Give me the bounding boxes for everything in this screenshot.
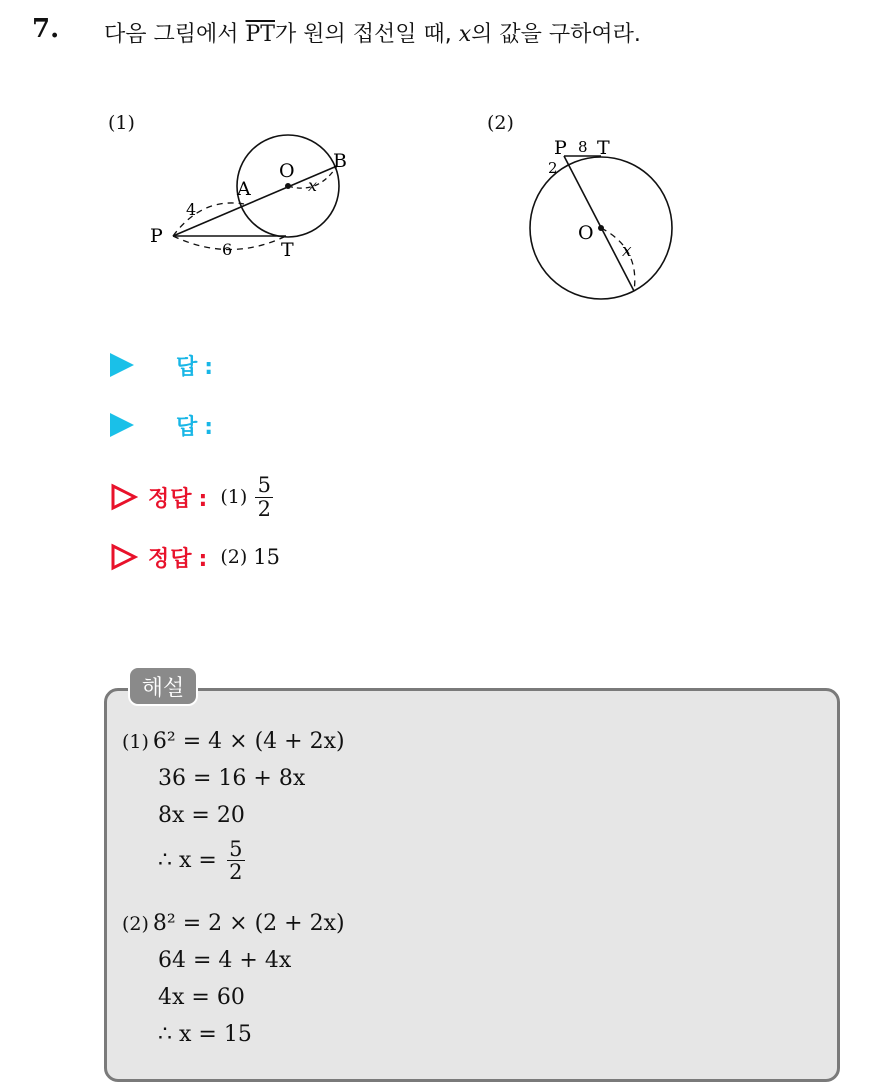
answer-row-2[interactable] bbox=[110, 408, 214, 442]
solution2-line2: 64 = 4 + 4x bbox=[158, 948, 292, 973]
figure1-length-pa: 4 bbox=[186, 200, 197, 219]
figure1-point-o: O bbox=[279, 160, 295, 182]
question-number: 7. bbox=[32, 14, 60, 44]
figure2-length-pt: 8 bbox=[578, 138, 588, 156]
play-arrow-icon bbox=[110, 353, 134, 377]
figure1-point-b: B bbox=[333, 150, 347, 172]
figure2-point-o: O bbox=[578, 222, 594, 244]
solution2-line3: 4x = 60 bbox=[158, 985, 245, 1010]
fraction: $\frac{5}{2}$ bbox=[227, 838, 245, 883]
segment-pt: $\overline{PT}$ bbox=[245, 22, 275, 47]
answer-label: 답 : bbox=[176, 354, 215, 380]
figure2-diagram bbox=[520, 130, 680, 305]
correct-answer-label: 정답 : bbox=[148, 546, 209, 572]
figure1-length-pt: 6 bbox=[222, 240, 233, 259]
question-text bbox=[104, 17, 641, 48]
figure1-point-a: A bbox=[237, 178, 251, 200]
variable-x: x bbox=[458, 22, 472, 47]
question-text-after: 의 값을 구하여라. bbox=[471, 22, 641, 47]
answer-label: 답 : bbox=[176, 414, 215, 440]
outline-triangle-icon bbox=[110, 543, 138, 571]
figure2-point-p: P bbox=[554, 137, 567, 159]
solution2-line1: (2) 8² = 2 × (2 + 2x) bbox=[122, 911, 345, 936]
solution1-line1: (1) 6² = 4 × (4 + 2x) bbox=[122, 729, 345, 754]
solution2-line4: ∴ x = 15 bbox=[158, 1022, 252, 1047]
figure1-length-ob: x bbox=[308, 176, 318, 195]
figure2-length-radius: x bbox=[622, 241, 632, 261]
answer-row-1[interactable] bbox=[110, 348, 214, 382]
correct-answer-2-value: (2) 15 bbox=[220, 545, 280, 569]
figure2-length-short: 2 bbox=[548, 159, 558, 177]
correct-answer-row-1 bbox=[110, 474, 273, 520]
outline-triangle-icon bbox=[110, 483, 138, 511]
solution1-line3: 8x = 20 bbox=[158, 803, 245, 828]
figure2-secant bbox=[564, 156, 634, 291]
figure1-center-dot bbox=[285, 183, 291, 189]
figure1-point-t: T bbox=[281, 239, 294, 261]
fraction: $\frac{5}{2}$ bbox=[255, 474, 273, 519]
figure1-point-p: P bbox=[150, 225, 163, 247]
correct-answer-label: 정답 : bbox=[148, 486, 209, 512]
solution1-line2: 36 = 16 + 8x bbox=[158, 766, 306, 791]
figure2-label: (2) bbox=[487, 112, 514, 134]
correct-answer-row-2 bbox=[110, 540, 280, 574]
question-text-middle: 가 원의 접선일 때, bbox=[274, 22, 459, 47]
play-arrow-icon bbox=[110, 413, 134, 437]
figure1-label: (1) bbox=[108, 112, 135, 134]
figure1-diagram bbox=[140, 125, 370, 265]
solution1-line4: ∴ x = $\frac{5}{2}$ bbox=[158, 838, 245, 883]
figure2-point-t: T bbox=[597, 137, 610, 159]
question-text-before: 다음 그림에서 bbox=[104, 22, 246, 47]
correct-answer-1-value: (1) $\frac{5}{2}$ bbox=[220, 474, 273, 519]
solution-tab: 해설 bbox=[128, 666, 198, 706]
